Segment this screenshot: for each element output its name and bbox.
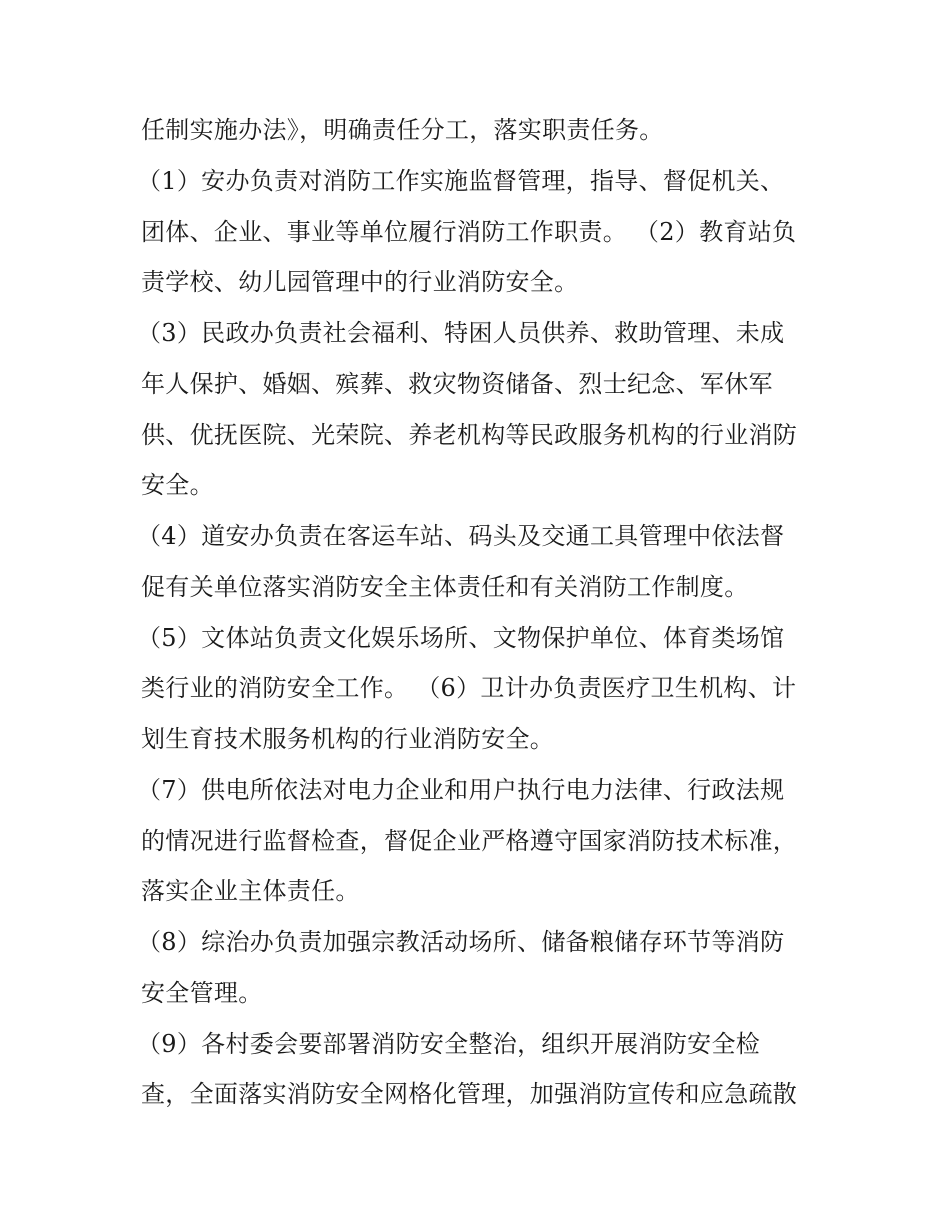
text-line-1: 任制实施办法》，明确责任分工，落实职责任务。 (141, 116, 664, 144)
text-line-16: 落实企业主体责任。 (141, 877, 360, 905)
text-line-5: （3）民政办负责社会福利、特困人员供养、救助管理、未成 (137, 319, 785, 347)
text-line-11: （5）文体站负责文化娱乐场所、文物保护单位、体育类场馆 (137, 624, 785, 652)
text-line-4: 责学校、幼儿园管理中的行业消防安全。 (141, 268, 579, 296)
text-line-18: 安全管理。 (141, 979, 263, 1007)
text-line-8: 安全。 (141, 471, 214, 499)
text-line-19: （9）各村委会要部署消防安全整治，组织开展消防安全检 (137, 1030, 761, 1058)
text-line-13: 划生育技术服务机构的行业消防安全。 (141, 725, 555, 753)
text-line-6: 年人保护、婚姻、殡葬、救灾物资储备、烈士纪念、军休军 (141, 370, 773, 398)
text-line-2: （1）安办负责对消防工作实施监督管理，指导、督促机关、 (137, 167, 785, 195)
text-line-10: 促有关单位落实消防安全主体责任和有关消防工作制度。 (141, 573, 749, 601)
text-line-17: （8）综治办负责加强宗教活动场所、储备粮储存环节等消防 (137, 928, 785, 956)
text-line-3: 团体、企业、事业等单位履行消防工作职责。 （2）教育站负 (141, 218, 797, 246)
text-line-7: 供、优抚医院、光荣院、养老机构等民政服务机构的行业消防 (141, 421, 798, 449)
text-line-9: （4）道安办负责在客运车站、码头及交通工具管理中依法督 (137, 522, 785, 550)
text-line-14: （7）供电所依法对电力企业和用户执行电力法律、行政法规 (137, 776, 785, 804)
text-line-20: 查，全面落实消防安全网格化管理，加强消防宣传和应急疏散 (141, 1080, 798, 1108)
text-line-12: 类行业的消防安全工作。 （6）卫计办负责医疗卫生机构、计 (141, 674, 797, 702)
text-line-15: 的情况进行监督检查，督促企业严格遵守国家消防技术标准， (141, 827, 798, 855)
